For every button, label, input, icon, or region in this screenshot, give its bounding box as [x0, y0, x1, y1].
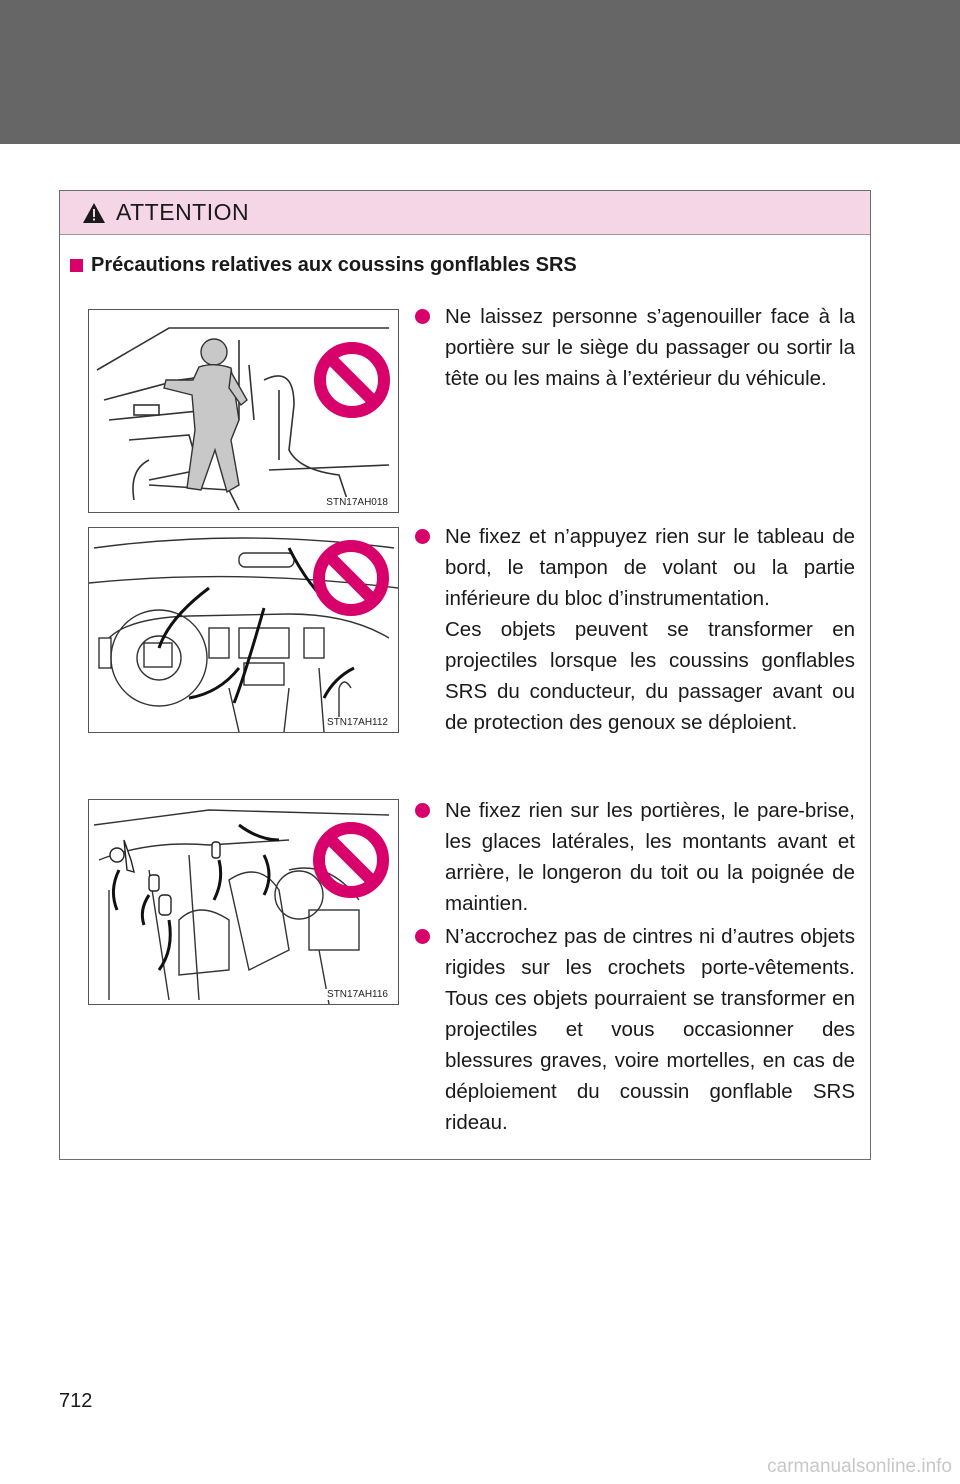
warning-triangle-icon: [82, 202, 106, 224]
figure-code: STN17AH112: [327, 717, 388, 728]
figure-kneeling-passenger: [88, 309, 399, 513]
section-title: Précautions relatives aux coussins gonflables SRS: [91, 254, 577, 276]
figure-code: STN17AH018: [326, 497, 388, 508]
paragraph-doors: [415, 795, 855, 919]
warning-box: [59, 190, 871, 1160]
figure-code: STN17AH116: [327, 989, 388, 1000]
paragraph-kneeling: [415, 301, 855, 394]
round-bullet-icon: [415, 929, 430, 944]
page-number: 712: [59, 1390, 93, 1412]
paragraph-dashboard: [415, 521, 855, 738]
no-sign-icon: [319, 828, 383, 892]
round-bullet-icon: [415, 309, 430, 324]
figure-dashboard: [88, 527, 399, 733]
watermark: carmanualsonline.info: [767, 1456, 952, 1477]
warning-header: [60, 191, 870, 235]
paragraph-text: N’accrochez pas de cintres ni d’autres objets rigides sur les crochets porte-vêtements. Tous ces objets pourraient se transformer en projectiles et vous occasionner des blessures graves, voire mortelles, en cas de déploiement du coussin gonflable SRS rideau.: [445, 925, 855, 1134]
warning-title: ATTENTION: [116, 199, 250, 225]
no-sign-icon: [320, 348, 384, 412]
paragraph-text: Ne laissez personne s’agenouiller face à la portière sur le siège du passager ou sortir la tête ou les mains à l’extérieur du véhicule.: [445, 305, 855, 390]
paragraph-text: Ne fixez et n’appuyez rien sur le tableau de bord, le tampon de volant ou la partie inférieure du bloc d’instrumentation.: [445, 525, 855, 610]
figure-interior-hooks: [88, 799, 399, 1005]
paragraph-text-continued: Ces objets peuvent se transformer en projectiles lorsque les coussins gonflables SRS du conducteur, du passager avant ou de protection des genoux se déploient.: [445, 618, 855, 734]
round-bullet-icon: [415, 803, 430, 818]
top-band: [0, 0, 960, 144]
round-bullet-icon: [415, 529, 430, 544]
square-bullet-icon: [70, 259, 83, 272]
section-heading: [70, 254, 577, 277]
no-sign-icon: [319, 546, 383, 610]
paragraph-hangers: [415, 921, 855, 1138]
paragraph-text: Ne fixez rien sur les portières, le pare-brise, les glaces latérales, les montants avant et arrière, le longeron du toit ou la poignée de maintien.: [445, 799, 855, 915]
